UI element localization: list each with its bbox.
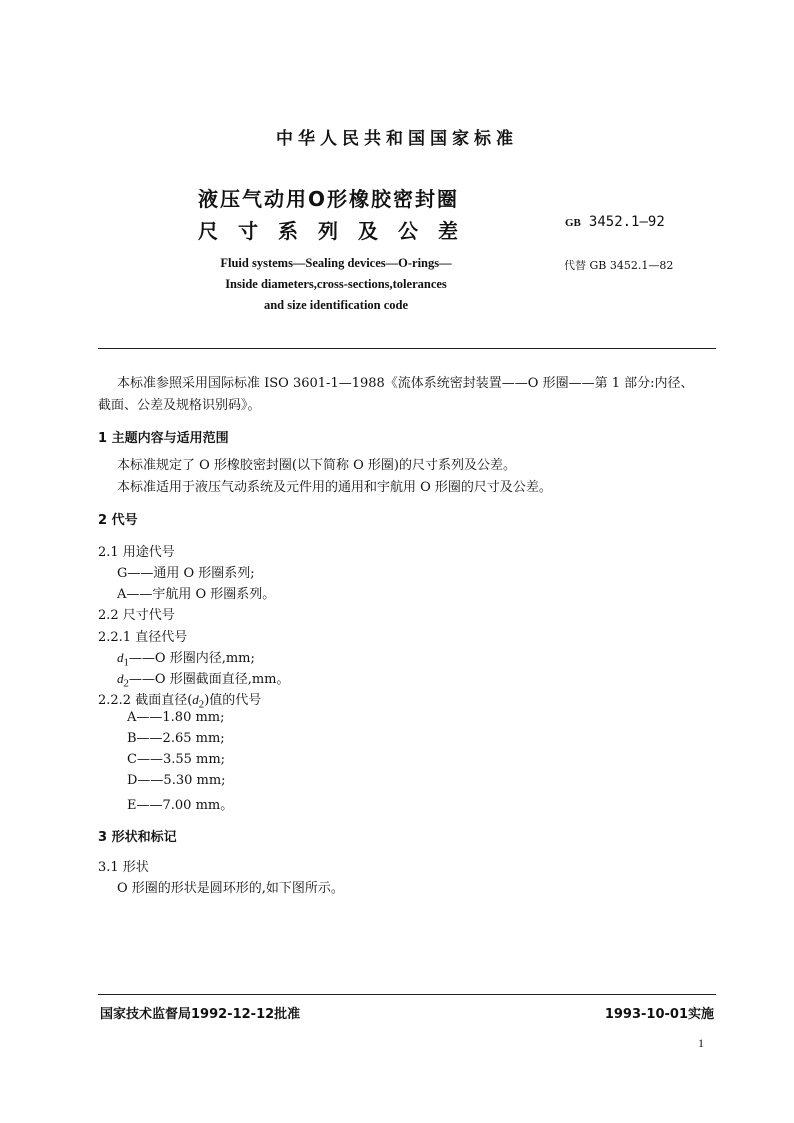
standard-code	[565, 214, 665, 230]
english-title-line-1: Fluid systems—Sealing devices—O-rings—	[220, 256, 452, 270]
document-header: 中华人民共和国国家标准	[276, 129, 518, 149]
d1-text: ——O 形圈内径,mm;	[128, 651, 255, 666]
section-3-1-heading: 3.1 形状	[98, 860, 149, 875]
section-2-heading: 2 代号	[98, 513, 138, 528]
footer-divider	[98, 994, 716, 995]
s222-symbol: d	[192, 692, 199, 707]
header-divider	[98, 348, 716, 349]
usage-code-g: G——通用 O 形圈系列;	[117, 566, 255, 581]
section-2-2-1-heading: 2.2.1 直径代号	[98, 630, 188, 645]
cross-section-code-d: D——5.30 mm;	[127, 773, 226, 788]
section-3-heading: 3 形状和标记	[98, 830, 177, 845]
title-line-2: 尺寸系列及公差	[198, 219, 478, 243]
d2-subscript: 2	[123, 677, 129, 690]
cross-section-code-e: E——7.00 mm。	[127, 798, 234, 813]
page-number: 1	[698, 1036, 704, 1050]
d1-definition	[117, 647, 255, 669]
section-2-1-heading: 2.1 用途代号	[98, 545, 175, 560]
usage-code-a: A——宇航用 O 形圈系列。	[117, 587, 276, 602]
cross-section-code-b: B——2.65 mm;	[127, 731, 225, 746]
d1-subscript: 1	[123, 656, 129, 669]
section-1-para-2: 本标准适用于液压气动系统及元件用的通用和宇航用 O 形圈的尺寸及公差。	[117, 480, 552, 495]
standard-number: 3452.1—92	[588, 214, 665, 230]
intro-line-1: 本标准参照采用国际标准 ISO 3601-1—1988《流体系统密封装置——O 形圈——第 1 部分:内径、	[117, 376, 694, 391]
standard-prefix: GB	[565, 217, 581, 229]
s222-pre: 2.2.2 截面直径(	[98, 693, 193, 708]
d1-symbol: d	[117, 650, 124, 665]
approval-date: 国家技术监督局1992-12-12批准	[100, 1007, 301, 1022]
section-1-heading: 1 主题内容与适用范围	[98, 431, 229, 446]
section-1-para-1: 本标准规定了 O 形橡胶密封圈(以下简称 O 形圈)的尺寸系列及公差。	[117, 458, 516, 473]
d2-definition	[117, 668, 290, 690]
section-3-1-para: O 形圈的形状是圆环形的,如下图所示。	[117, 881, 344, 896]
d2-symbol: d	[117, 671, 124, 686]
section-2-2-heading: 2.2 尺寸代号	[98, 608, 175, 623]
intro-line-2: 截面、公差及规格识别码》。	[98, 398, 261, 413]
s222-subscript: 2	[198, 698, 205, 711]
replaces-standard: 代替 GB 3452.1—82	[564, 259, 674, 272]
effective-date: 1993-10-01实施	[604, 1007, 714, 1022]
title-line-1: 液压气动用O形橡胶密封圈	[198, 187, 460, 211]
d2-text: ——O 形圈截面直径,mm。	[128, 672, 290, 687]
cross-section-code-a: A——1.80 mm;	[127, 710, 225, 725]
english-title-line-2: Inside diameters,cross-sections,tolerances	[225, 277, 447, 291]
s222-post: )值的代号	[204, 693, 262, 708]
english-title-line-3: and size identification code	[263, 298, 409, 312]
section-2-2-2-heading	[98, 689, 261, 711]
cross-section-code-c: C——3.55 mm;	[127, 752, 226, 767]
